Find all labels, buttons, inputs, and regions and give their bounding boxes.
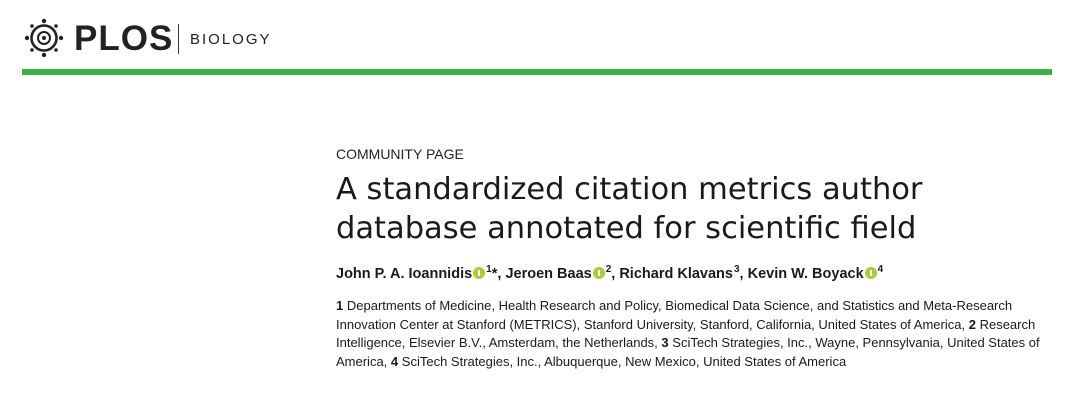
journal-name: BIOLOGY bbox=[190, 31, 272, 48]
affiliation-number: 4 bbox=[390, 353, 399, 369]
affiliation-number: 1 bbox=[336, 298, 344, 313]
header-rule bbox=[22, 69, 1052, 75]
logo-divider bbox=[178, 24, 179, 54]
article-title bbox=[336, 170, 1036, 248]
affiliations bbox=[336, 297, 1048, 371]
author-name[interactable]: John P. A. Ioannidis bbox=[336, 266, 473, 282]
affiliation-text: Research Intelligence, Elsevier B.V., Amsterdam, the Netherlands, bbox=[336, 316, 1036, 350]
author-list: John P. A. Ioannidis $^1$*, Jeroen Baas $^2$, Richard Klavans$^3$, Kevin W. Boyack $^4$ bbox=[336, 264, 884, 282]
title-line: A standardized citation metrics author bbox=[336, 172, 923, 207]
affiliation-marker: 3 bbox=[733, 264, 740, 276]
title-line: database annotated for scientific field bbox=[336, 211, 917, 246]
article-header bbox=[336, 145, 1040, 371]
logo-wordmark: PLOS bbox=[74, 19, 174, 58]
affiliation-number: 2 bbox=[968, 316, 976, 332]
author-name[interactable]: Kevin W. Boyack bbox=[747, 266, 864, 282]
author-name[interactable]: Jeroen Baas bbox=[505, 266, 592, 282]
corresponding-marker: * bbox=[491, 266, 498, 282]
journal-header bbox=[22, 14, 422, 64]
affiliation-text: Departments of Medicine, Health Research and Policy, Biomedical Data Science, and Statistics and Meta-Research Innovation Center at Stanford (METRICS), Stanford University, Stanford, California, United States of America, bbox=[336, 298, 1013, 332]
affiliation-marker: 4 bbox=[877, 264, 884, 276]
plos-logo-icon bbox=[24, 18, 64, 58]
author-name[interactable]: Richard Klavans bbox=[619, 266, 733, 282]
affiliation-marker: 1 bbox=[486, 264, 492, 276]
article-type: COMMUNITY PAGE bbox=[336, 146, 464, 162]
affiliation-text: SciTech Strategies, Inc., Wayne, Pennsylvania, United States of America, bbox=[336, 335, 1040, 369]
orcid-icon[interactable] bbox=[865, 267, 877, 279]
orcid-icon[interactable] bbox=[473, 267, 485, 279]
orcid-icon[interactable] bbox=[593, 267, 605, 279]
affiliation-text: SciTech Strategies, Inc., Albuquerque, New Mexico, United States of America bbox=[401, 353, 847, 369]
affiliation-number: 3 bbox=[661, 335, 669, 350]
affiliation-marker: 2 bbox=[605, 264, 612, 276]
